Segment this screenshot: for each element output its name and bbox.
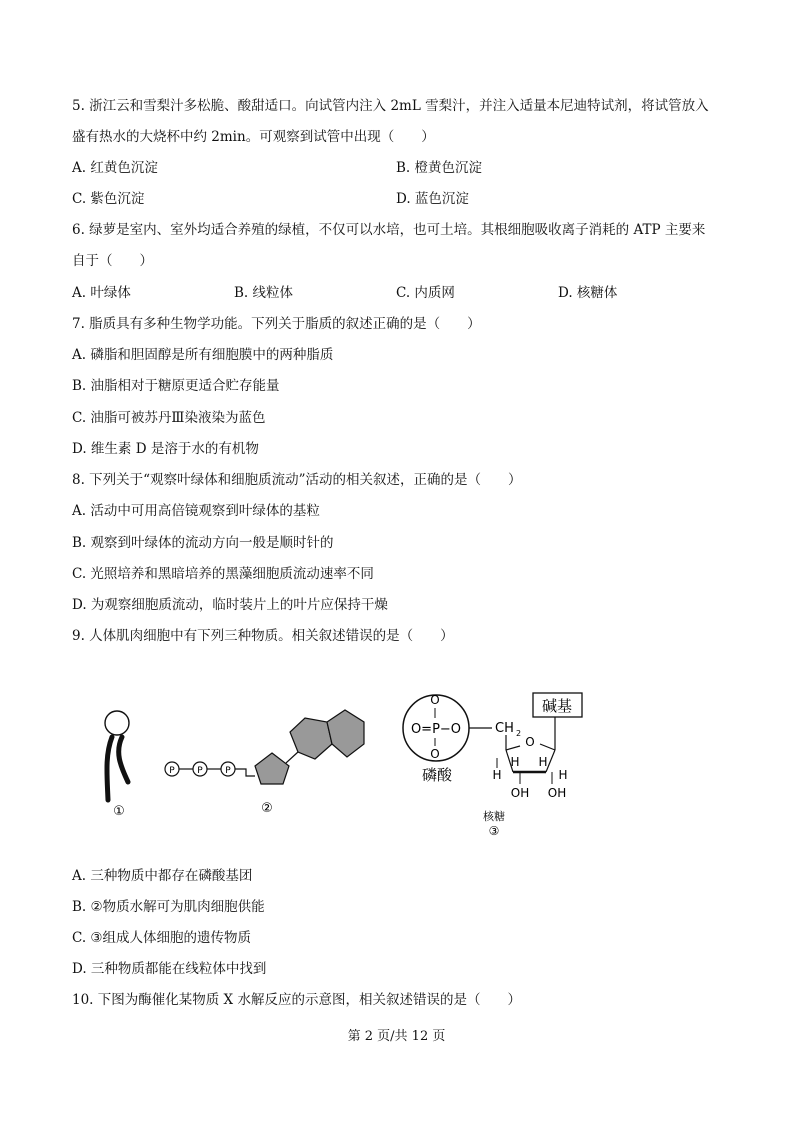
q5-option-d: D. 蓝色沉淀 <box>396 191 469 207</box>
q9-option-a: A. 三种物质中都存在磷酸基团 <box>72 868 253 884</box>
q8-option-b: B. 观察到叶绿体的流动方向一般是顺时针的 <box>72 535 334 551</box>
q9-option-d: D. 三种物质都能在线粒体中找到 <box>72 961 267 977</box>
phosphate-o-bottom: O <box>430 747 440 761</box>
figure-label-1: ① <box>113 804 125 819</box>
atp-phosphate-label-2: P <box>197 766 203 776</box>
q7-option-d: D. 维生素 D 是溶于水的有机物 <box>72 441 259 457</box>
q5-stem-line1: 5. 浙江云和雪梨汁多松脆、酸甜适口。向试管内注入 2mL 雪梨汁，并注入适量本尼迪特试剂，将试管放入 <box>72 98 709 114</box>
q6-stem-line1: 6. 绿萝是室内、室外均适合养殖的绿植，不仅可以水培，也可土培。其根细胞吸收离子消耗的 ATP 主要来 <box>72 222 706 238</box>
h-right-inner: H <box>538 755 548 769</box>
q7-option-b: B. 油脂相对于糖原更适合贮存能量 <box>72 378 280 394</box>
ribose-label: 核糖 <box>483 810 505 823</box>
q6-option-c: C. 内质网 <box>396 285 455 301</box>
q7-option-c: C. 油脂可被苏丹Ⅲ染液染为蓝色 <box>72 410 266 426</box>
h-left-inner: H <box>510 755 520 769</box>
nucleotide-icon <box>403 693 582 838</box>
ribose-ring-o: O <box>525 735 535 749</box>
q8-stem: 8. 下列关于“观察叶绿体和细胞质流动”活动的相关叙述，正确的是（ ） <box>72 472 522 488</box>
phosphate-label: 磷酸 <box>421 766 453 784</box>
figure-label-3: ③ <box>488 824 500 838</box>
atp-phosphate-label-3: P <box>225 766 231 776</box>
figure-label-2: ② <box>261 801 273 816</box>
oh-right: OH <box>547 786 567 800</box>
q9-stem: 9. 人体肌肉细胞中有下列三种物质。相关叙述错误的是（ ） <box>72 628 454 644</box>
phosphate-o-top: O <box>430 693 440 707</box>
q7-stem: 7. 脂质具有多种生物学功能。下列关于脂质的叙述正确的是（ ） <box>72 316 481 332</box>
page-footer: 第 2 页/共 12 页 <box>347 1029 446 1044</box>
h-right-outer: H <box>558 768 568 782</box>
q5-stem-line2: 盛有热水的大烧杯中约 2min。可观察到试管中出现（ ） <box>72 129 435 145</box>
base-box-label: 碱基 <box>541 697 573 715</box>
q5-option-b: B. 橙黄色沉淀 <box>396 160 483 176</box>
q8-option-a: A. 活动中可用高倍镜观察到叶绿体的基粒 <box>72 503 320 519</box>
ch2-label: CH <box>495 721 514 736</box>
atp-icon <box>165 710 364 784</box>
phospholipid-icon <box>105 711 129 800</box>
phosphate-center: O=P−O <box>410 722 462 737</box>
q10-stem: 10. 下图为酶催化某物质 X 水解反应的示意图，相关叙述错误的是（ ） <box>72 992 521 1008</box>
q6-option-a: A. 叶绿体 <box>72 285 131 301</box>
q9-option-b: B. ②物质水解可为肌肉细胞供能 <box>72 899 265 915</box>
q6-option-b: B. 线粒体 <box>234 285 294 301</box>
q6-stem-line2: 自于（ ） <box>72 253 153 269</box>
q5-option-a: A. 红黄色沉淀 <box>72 160 158 176</box>
q8-option-d: D. 为观察细胞质流动，临时装片上的叶片应保持干燥 <box>72 597 388 613</box>
h-left-outer: H <box>492 768 502 782</box>
q7-option-a: A. 磷脂和胆固醇是所有细胞膜中的两种脂质 <box>72 347 334 363</box>
q6-option-d: D. 核糖体 <box>558 285 618 301</box>
atp-phosphate-label-1: P <box>169 766 175 776</box>
q8-option-c: C. 光照培养和黑暗培养的黑藻细胞质流动速率不同 <box>72 566 374 582</box>
ch2-subscript: 2 <box>516 729 522 738</box>
q5-option-c: C. 紫色沉淀 <box>72 191 145 207</box>
oh-left: OH <box>510 786 530 800</box>
q9-figure <box>60 660 700 850</box>
q9-option-c: C. ③组成人体细胞的遗传物质 <box>72 930 252 946</box>
